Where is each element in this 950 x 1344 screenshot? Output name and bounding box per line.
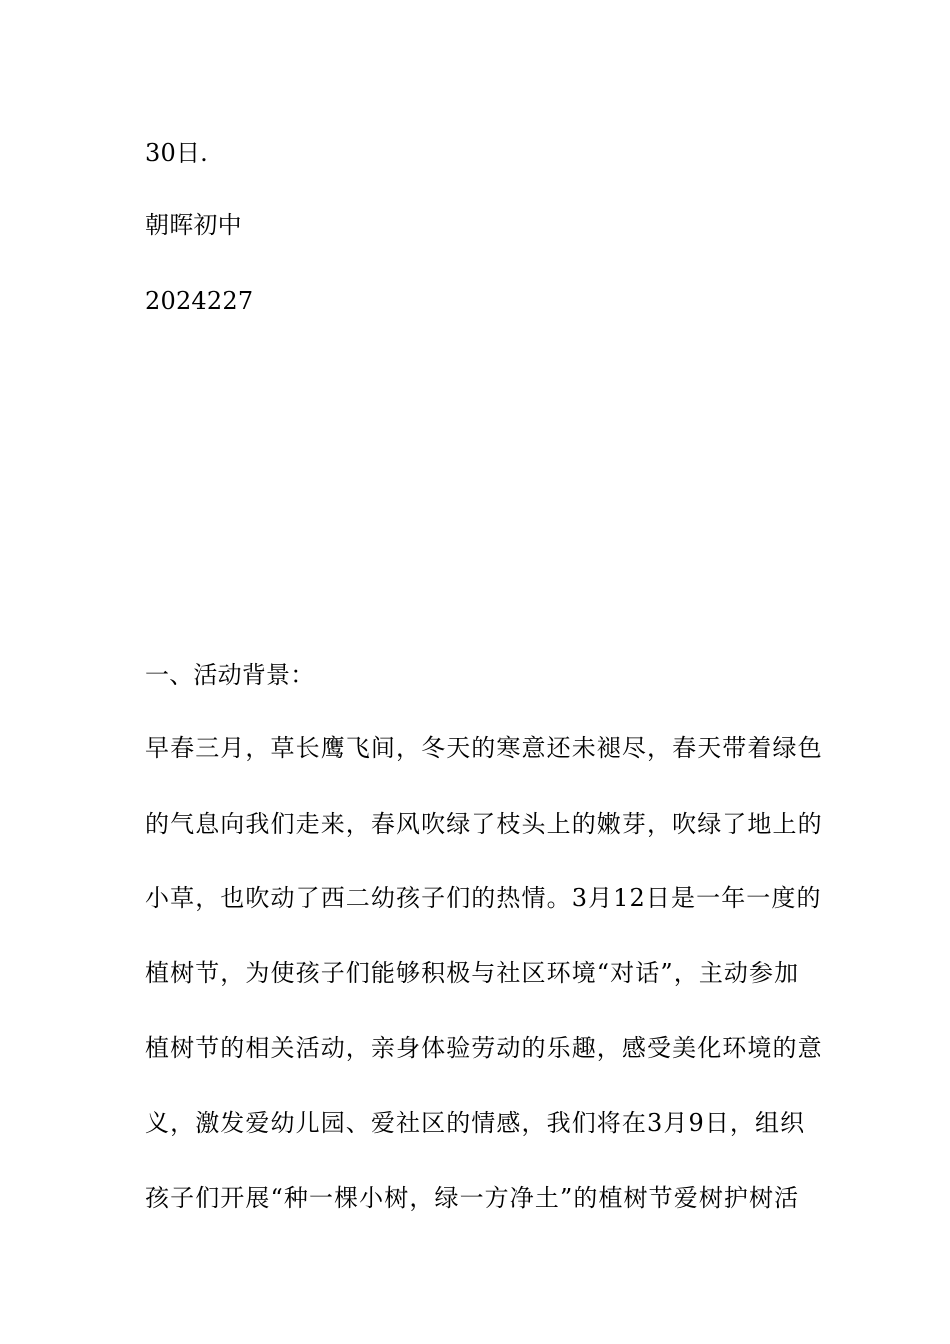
date-fragment: 30日. [145, 139, 208, 167]
date-code: 2024227 [145, 287, 254, 315]
paragraph-line: 义，激发爱幼儿园、爱社区的情感，我们将在3月9日，组织 [145, 1109, 806, 1137]
paragraph-line: 孩子们开展“种一棵小树，绿一方净土”的植树节爱树护树活 [145, 1184, 800, 1212]
school-name: 朝晖初中 [145, 211, 242, 239]
paragraph-line: 的气息向我们走来，春风吹绿了枝头上的嫩芽，吹绿了地上的 [145, 810, 823, 838]
section-heading: 一、活动背景： [145, 661, 315, 689]
paragraph-line: 早春三月，草长鹰飞间，冬天的寒意还未褪尽，春天带着绿色 [145, 734, 823, 762]
paragraph-line: 植树节，为使孩子们能够积极与社区环境“对话”，主动参加 [145, 959, 800, 987]
paragraph-line: 小草，也吹动了西二幼孩子们的热情。3月12日是一年一度的 [145, 884, 822, 912]
paragraph-line: 植树节的相关活动，亲身体验劳动的乐趣，感受美化环境的意 [145, 1034, 823, 1062]
